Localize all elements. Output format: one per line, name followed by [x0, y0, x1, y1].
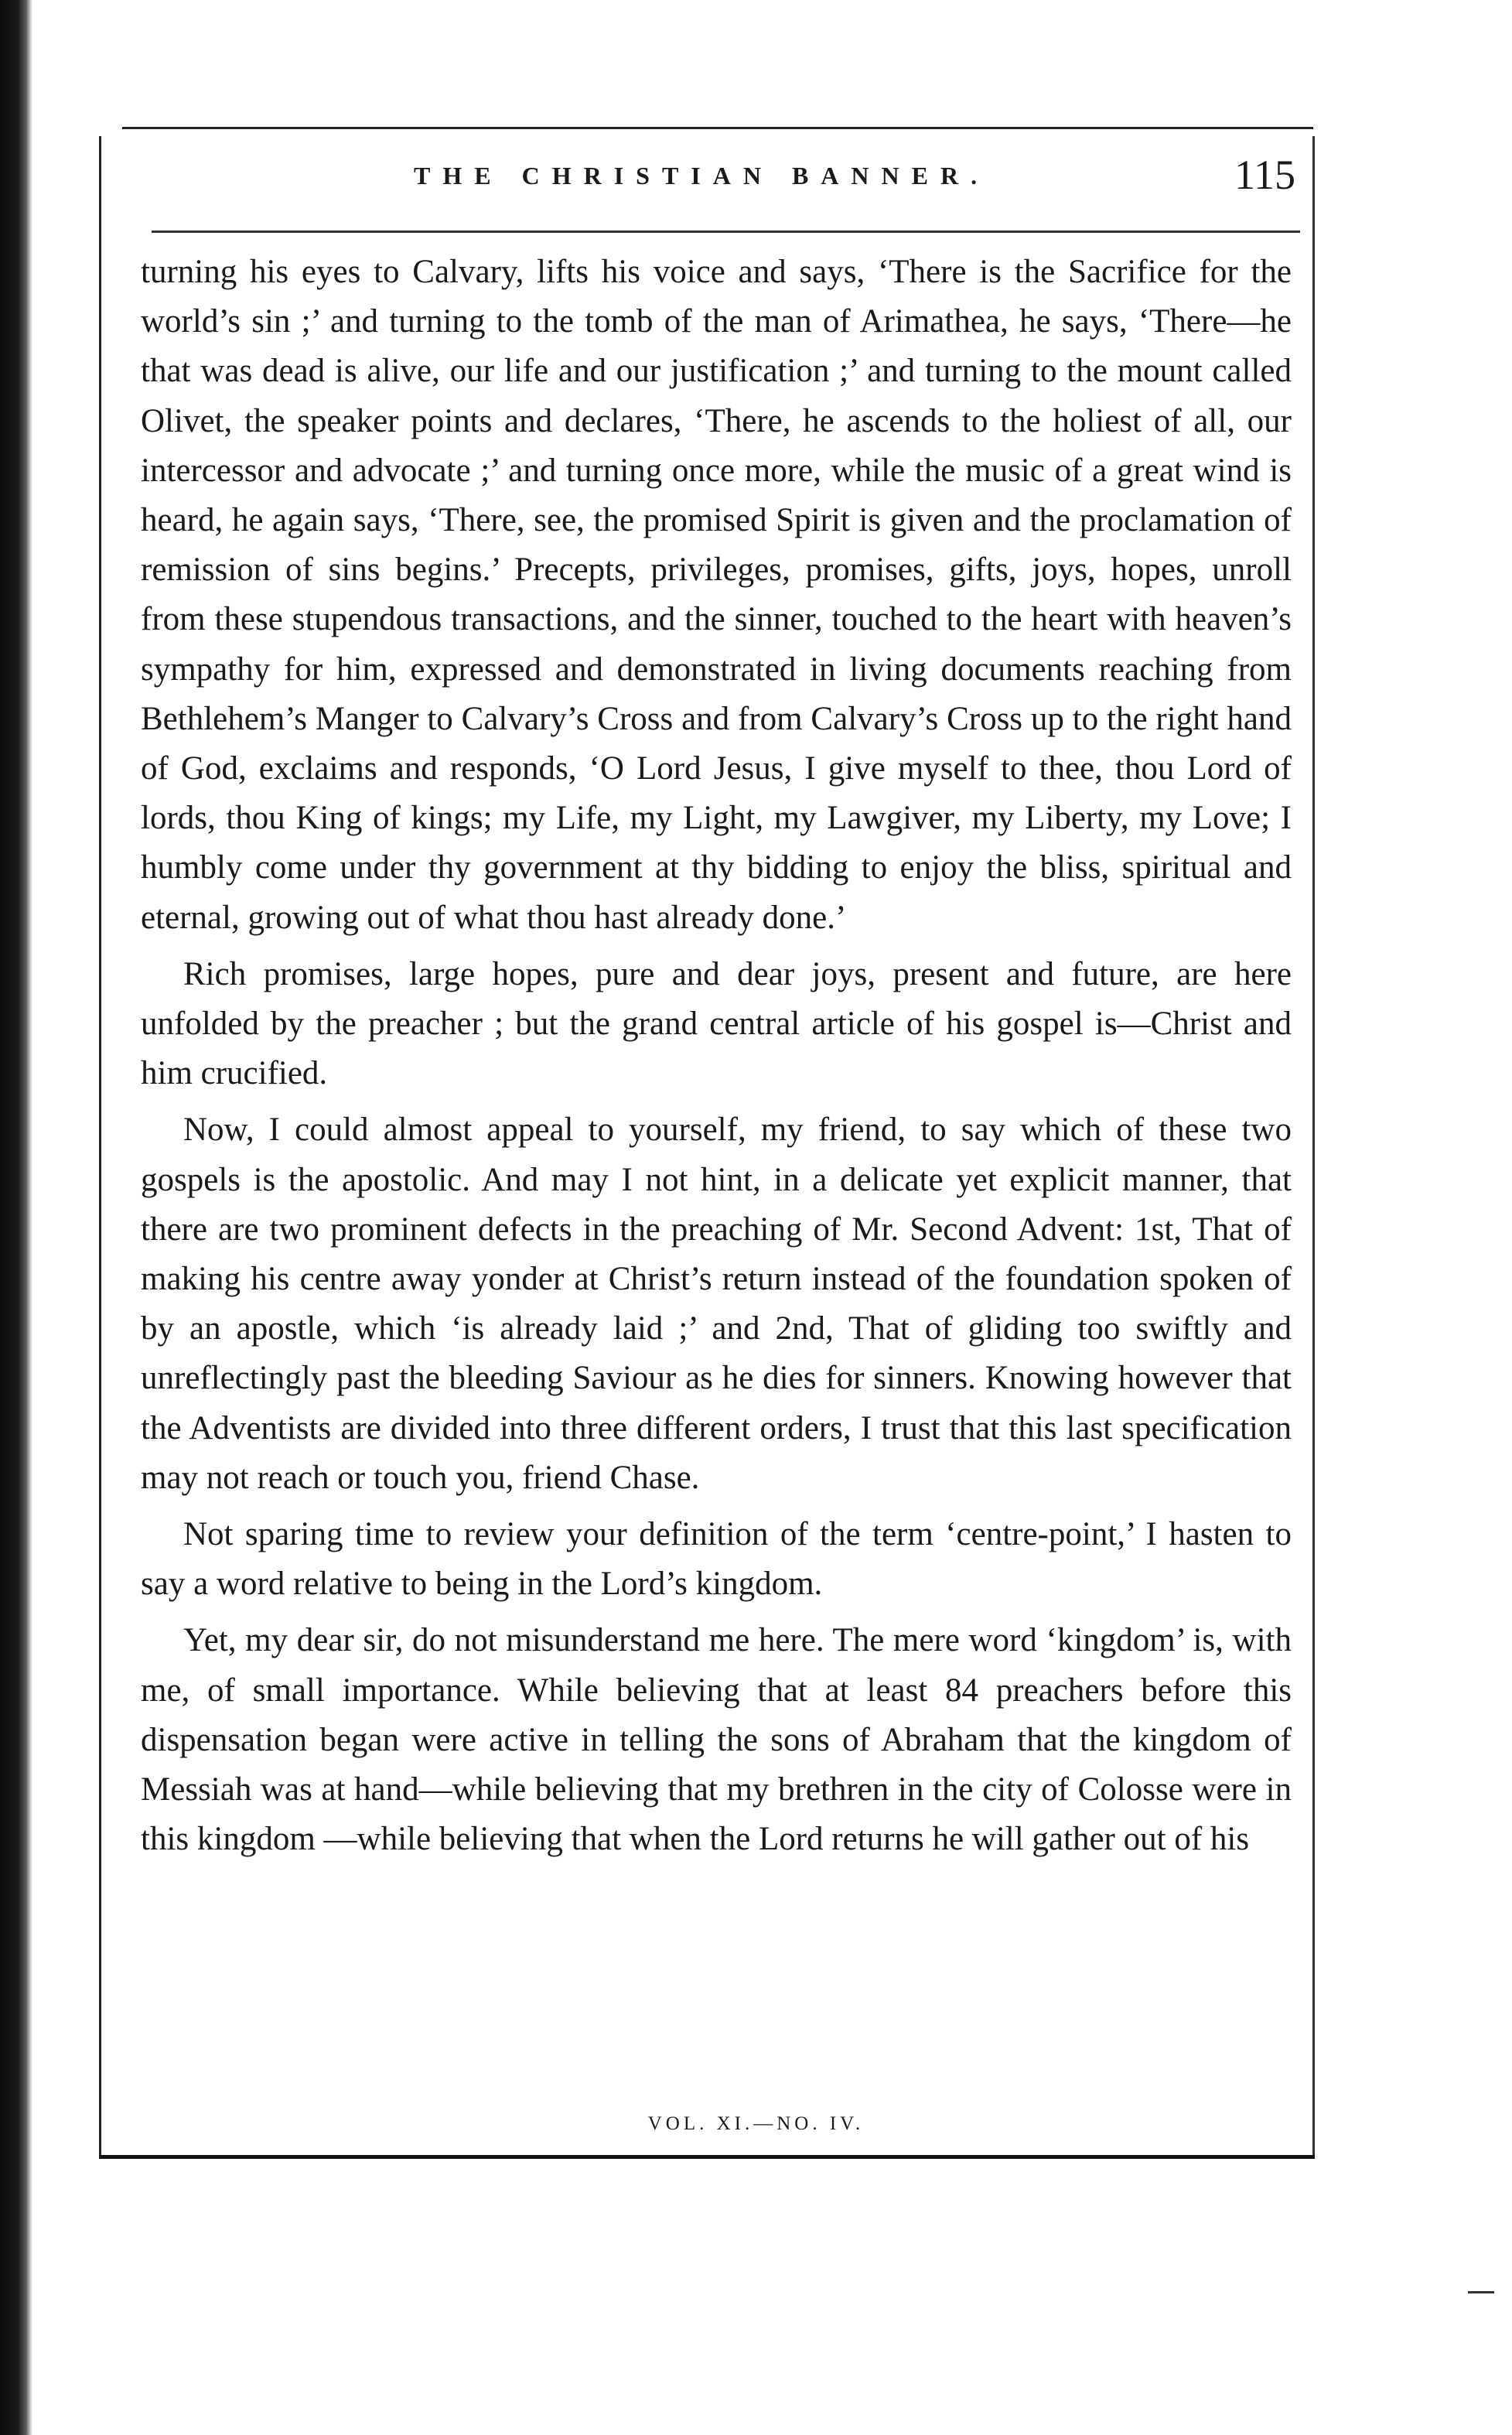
- page-frame-right: [1312, 136, 1315, 2155]
- page-frame-top: [122, 127, 1313, 129]
- margin-dash: [1468, 2291, 1494, 2293]
- page-header: [143, 152, 1295, 205]
- paragraph: Rich promises, large hopes, pure and dear joys, present and future, are here unfolded by the preacher ; but the grand central article of his gospel is—Christ and him crucified.: [141, 955, 1292, 1092]
- header-rule: [152, 231, 1300, 233]
- paragraph: Now, I could almost appeal to yourself, my friend, to say which of these two gospels is the apostolic. And may I not hint, in a delicate yet explicit manner, that there are two prominent defects in the preaching of Mr. Second Advent: 1st, That of making his centre away yonder at Christ’s return instead of the foundation spoken of by an apostle, which ‘is already laid ;’ and 2nd, That of gliding too swiftly and unreflectingly past the bleeding Saviour as he dies for sinners. Knowing however that the Adventists are divided into three different orders, I trust that this last specification may not reach or touch you, friend Chase.: [141, 1112, 1292, 1496]
- article-body: [141, 248, 1292, 1865]
- paragraph: Not sparing time to review your definition of the term ‘centre-point,’ I hasten to say a word relative to being in the Lord’s kingdom.: [141, 1516, 1292, 1603]
- signature-mark: VOL. XI.—NO. IV.: [647, 2113, 865, 2134]
- page-frame-bottom: [99, 2155, 1315, 2159]
- page-number: 115: [1234, 152, 1295, 198]
- running-title: THE CHRISTIAN BANNER.: [414, 162, 990, 190]
- paragraph: Yet, my dear sir, do not misunderstand me here. The mere word ‘kingdom’ is, with me, of small importance. While believing that at least 84 preachers before this dispensation began were active in telling the sons of Abraham that the kingdom of Messiah was at hand—while believing that my brethren in the city of Colosse were in this kingdom —while believing that when the Lord returns he will gather out of his: [141, 1622, 1292, 1858]
- page-frame-left: [99, 136, 101, 2155]
- book-binding-edge: [0, 0, 32, 2435]
- paragraph-continued: turning his eyes to Calvary, lifts his voice and says, ‘There is the Sacrifice for the world’s sin ;’ and turning to the tomb of the man of Arimathea, he says, ‘There—he that was dead is alive, our life and our justification ;’ and turning to the mount called Olivet, the speaker points and declares, ‘There, he ascends to the holiest of all, our intercessor and advocate ;’ and turning once more, while the music of a great wind is heard, he again says, ‘There, see, the promised Spirit is given and the proclamation of remission of sins begins.’ Precepts, privileges, promises, gifts, joys, hopes, unroll from these stupendous transactions, and the sinner, touched to the heart with heaven’s sympathy for him, expressed and demonstrated in living documents reaching from Bethlehem’s Manger to Calvary’s Cross and from Calvary’s Cross up to the right hand of God, exclaims and responds, ‘O Lord Jesus, I give myself to thee, thou Lord of lords, thou King of kings; my Life, my Light, my Lawgiver, my Liberty, my Love; I humbly come under thy government at thy bidding to enjoy the bliss, spiritual and eternal, growing out of what thou hast already done.’: [141, 254, 1292, 936]
